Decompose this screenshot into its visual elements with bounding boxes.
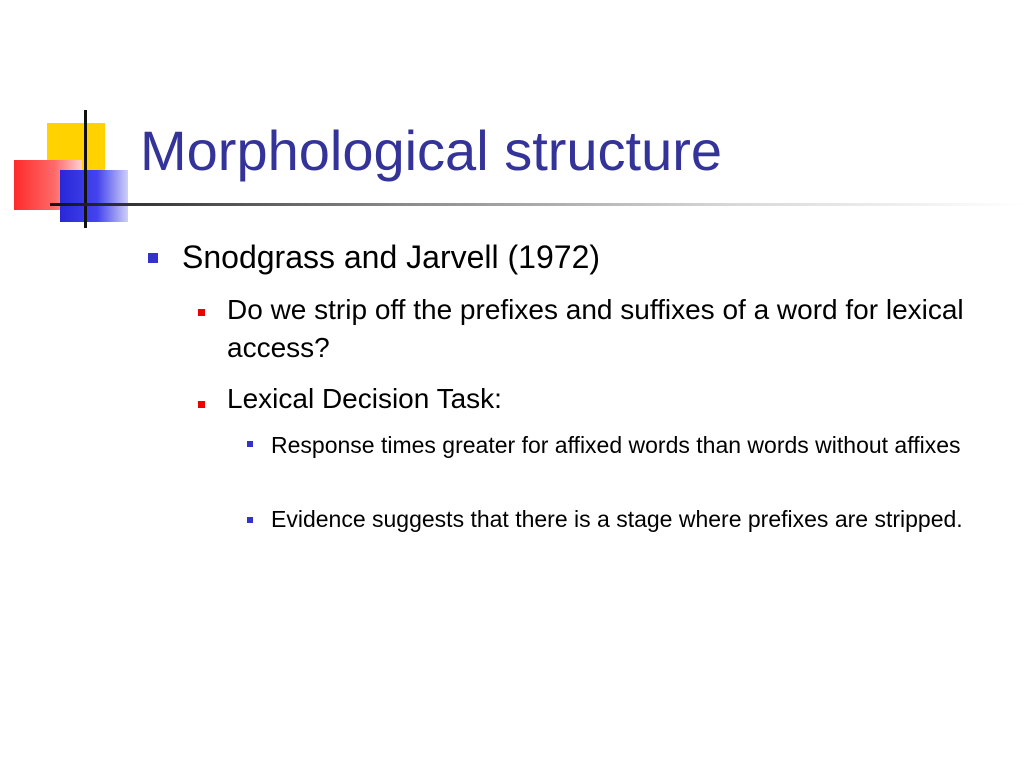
logo-blue-block xyxy=(60,170,128,222)
level2-bullet-icon xyxy=(198,309,205,316)
logo-vertical-line xyxy=(84,110,87,228)
bullet-strip-prefixes-question: Do we strip off the prefixes and suffixes of a word for lexical access? xyxy=(227,294,964,363)
level3-bullet-icon xyxy=(247,517,253,523)
level3-bullet-icon xyxy=(247,441,253,447)
bullet-lexical-decision-task: Lexical Decision Task: xyxy=(227,383,502,414)
bullet-response-times: Response times greater for affixed words than words without affixes xyxy=(271,432,961,458)
slide-title: Morphological structure xyxy=(140,119,723,182)
bullet-snodgrass-jarvell: Snodgrass and Jarvell (1972) xyxy=(182,239,601,275)
level1-bullet-icon xyxy=(148,253,158,263)
level2-bullet-icon xyxy=(198,401,205,408)
bullet-evidence-prefix-stripping: Evidence suggests that there is a stage where prefixes are stripped. xyxy=(271,506,963,532)
title-underline xyxy=(50,203,1024,206)
